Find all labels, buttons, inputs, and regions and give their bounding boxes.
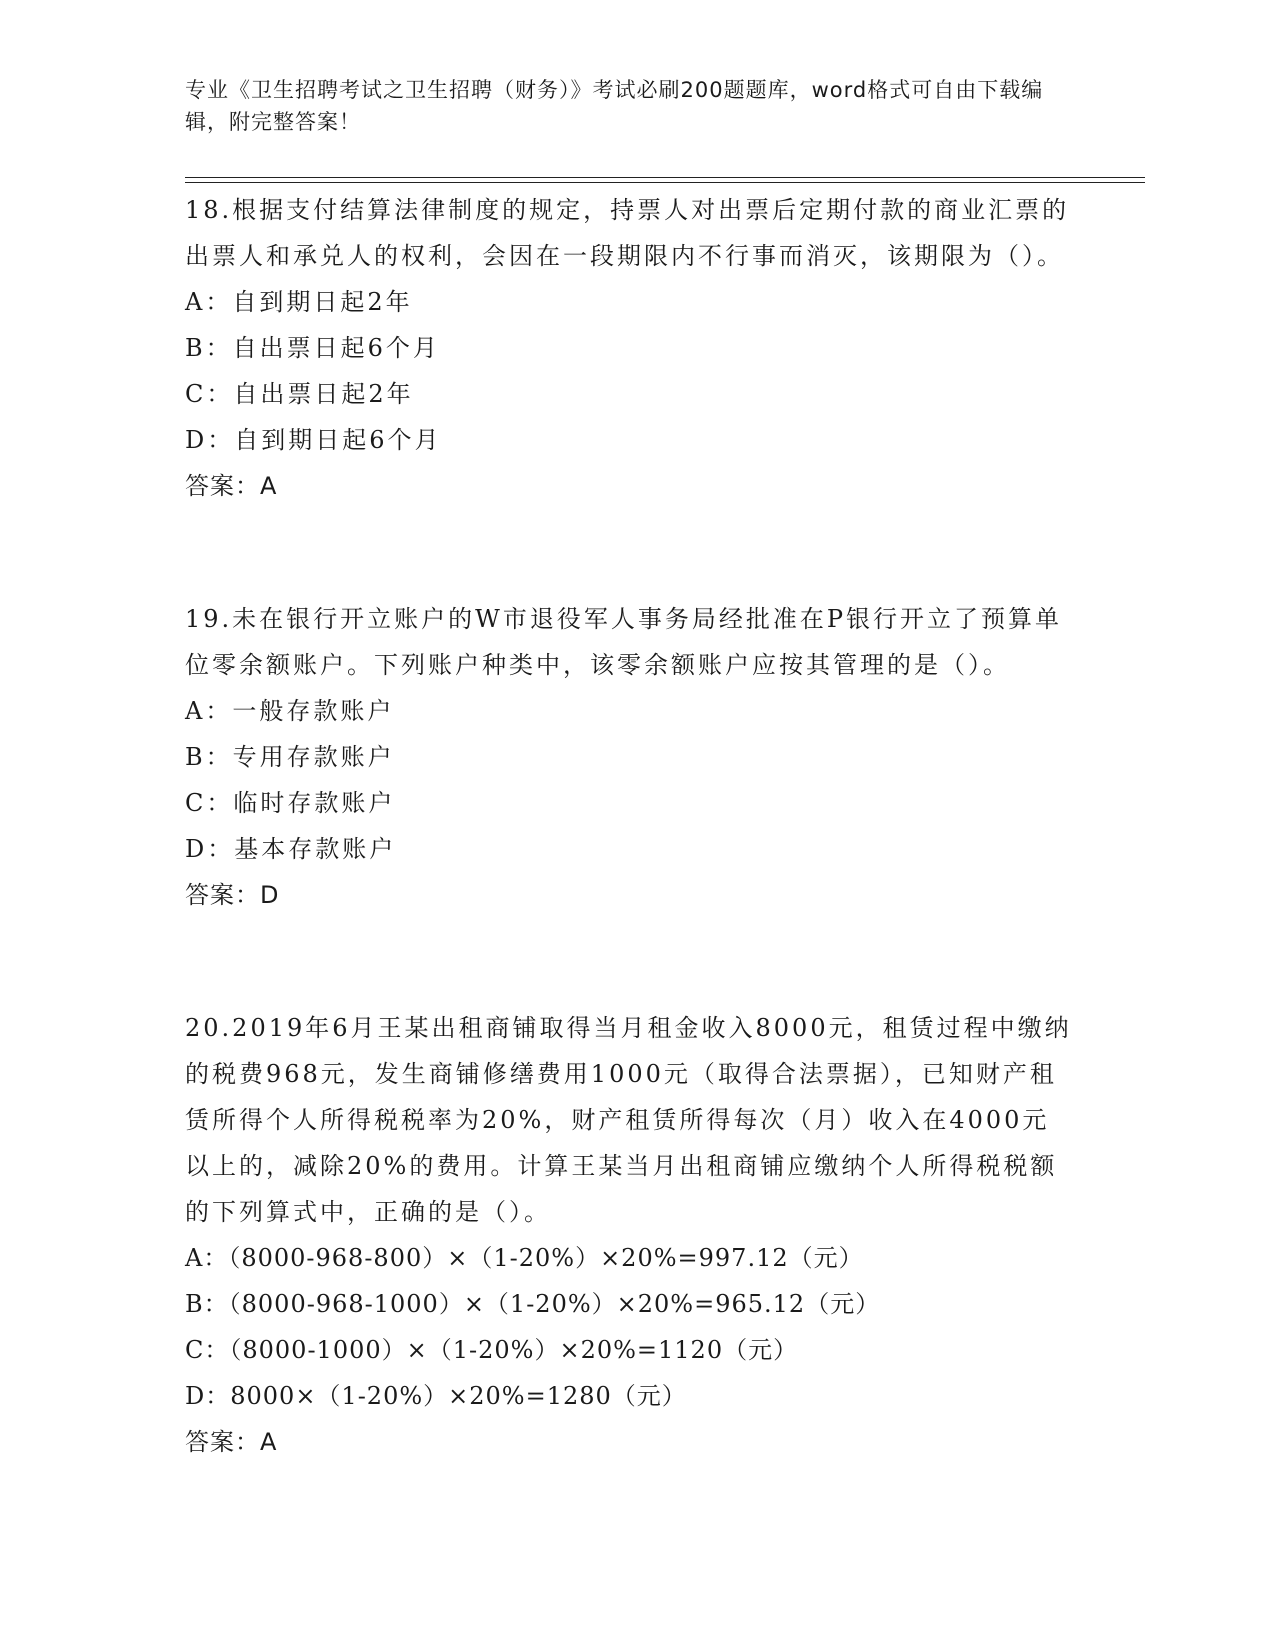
option-d: D：8000×（1-20%）×20%=1280（元） [185, 1382, 687, 1410]
option-b: B：（8000-968-1000）×（1-20%）×20%=965.12（元） [185, 1290, 881, 1318]
option-b: B：专用存款账户 [185, 743, 395, 771]
option-c: C：自出票日起2年 [185, 380, 414, 408]
option-d: D：自到期日起6个月 [185, 426, 442, 454]
option-a: A：（8000-968-800）×（1-20%）×20%=997.12（元） [185, 1244, 864, 1272]
option-c: C：（8000-1000）×（1-20%）×20%=1120（元） [185, 1336, 799, 1364]
question-stem: 18.根据支付结算法律制度的规定，持票人对出票后定期付款的商业汇票的出票人和承兑人的权利，会因在一段期限内不行事而消灭，该期限为（）。 [185, 196, 1070, 270]
question-18 [185, 187, 1075, 509]
header-divider-bottom [185, 182, 1145, 183]
question-20 [185, 1005, 1075, 1465]
answer-line: 答案：D [185, 881, 280, 909]
question-stem: 20.2019年6月王某出租商铺取得当月租金收入8000元，租赁过程中缴纳的税费968元，发生商铺修缮费用1000元（取得合法票据），已知财产租赁所得个人所得税税率为20%，财产租赁所得每次（月）收入在4000元以上的，减除20%的费用。计算王某当月出租商铺应缴纳个人所得税税额的下列算式中，正确的是（）。 [185, 1014, 1072, 1226]
option-c: C：临时存款账户 [185, 789, 396, 817]
option-a: A：自到期日起2年 [185, 288, 413, 316]
option-a: A：一般存款账户 [185, 697, 395, 725]
option-d: D：基本存款账户 [185, 835, 397, 863]
question-19 [185, 596, 1075, 918]
option-b: B：自出票日起6个月 [185, 334, 440, 362]
header-divider-top [185, 177, 1145, 178]
question-stem: 19.未在银行开立账户的W市退役军人事务局经批准在P银行开立了预算单位零余额账户。下列账户种类中，该零余额账户应按其管理的是（）。 [185, 605, 1062, 679]
answer-line: 答案：A [185, 472, 278, 500]
answer-line: 答案：A [185, 1428, 278, 1456]
document-header: 专业《卫生招聘考试之卫生招聘（财务）》考试必刷200题题库，word格式可自由下载编辑，附完整答案！ [185, 78, 1044, 134]
